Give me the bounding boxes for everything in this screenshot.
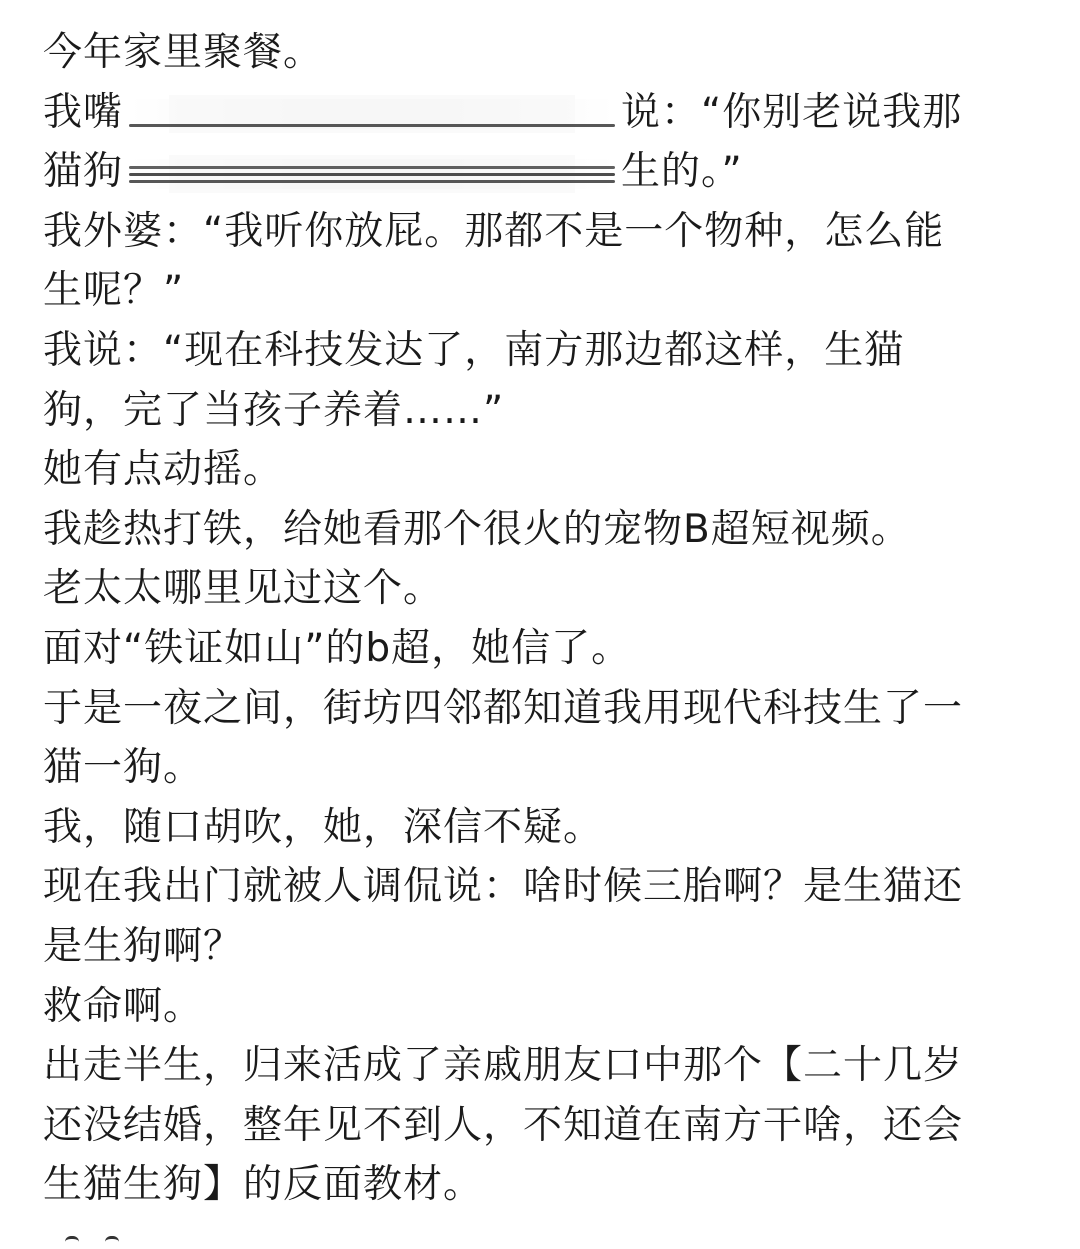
text-line: 出走半生，归来活成了亲戚朋友口中那个【二十几岁 [43,1043,964,1089]
text-line: 是生狗啊？ [43,923,244,969]
text-line: 我外婆：“我听你放屁。那都不是一个物种，怎么能 [43,208,945,254]
text-line: 今年家里聚餐。 [43,30,324,75]
redaction-mark [129,99,615,129]
text-segment: 猫狗 [43,149,124,195]
text-line: 面对“铁证如山”的b超，她信了。 [43,625,632,671]
text-line: 我趁热打铁，给她看那个很火的宠物B超短视频。 [43,506,911,552]
text-line: 生呢？” [43,268,185,314]
text-segment: 说：“你别老说我那 [621,89,963,135]
glyph-fragment [105,1236,119,1249]
text-line: 救命啊。 [43,983,204,1029]
text-line [43,142,1023,202]
text-line: 于是一夜之间，街坊四邻都知道我用现代科技生了一 [43,685,964,731]
text-line: 猫一狗。 [43,745,204,791]
text-line: 狗，完了当孩子养着……” [43,387,505,433]
post-body [43,23,1023,1215]
redaction-mark [129,159,615,189]
text-line [43,83,1023,143]
cut-off-text-fragment [43,1236,163,1246]
text-line: 老太太哪里见过这个。 [43,566,444,612]
text-line: 我，随口胡吹，她，深信不疑。 [43,804,604,850]
text-line: 她有点动摇。 [43,447,284,493]
text-segment: 我嘴 [43,89,124,135]
text-line: 我说：“现在科技发达了，南方那边都这样，生猫 [43,327,905,373]
text-line: 还没结婚，整年见不到人，不知道在南方干啥，还会 [43,1102,964,1148]
text-line: 现在我出门就被人调侃说：啥时候三胎啊？是生猫还 [43,864,964,910]
text-segment: 生的。” [621,149,743,195]
glyph-fragment [65,1236,79,1249]
text-line: 生猫生狗】的反面教材。 [43,1162,484,1208]
